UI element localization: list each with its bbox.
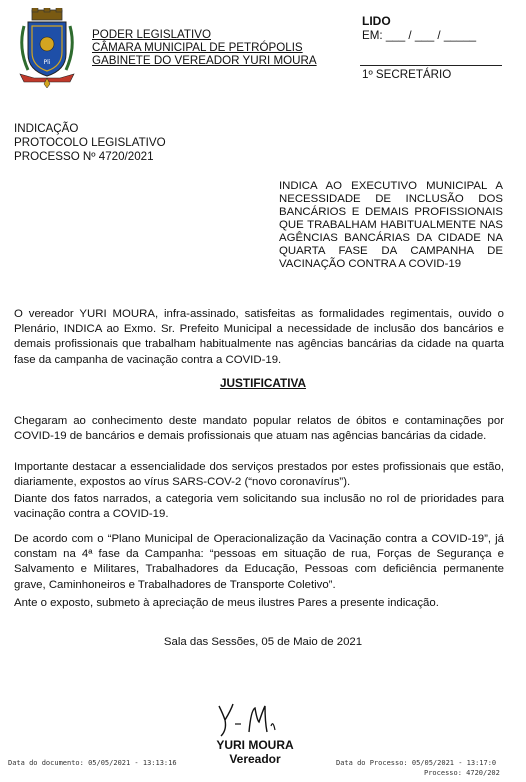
session-date: Sala das Sessões, 05 de Maio de 2021 <box>163 636 363 648</box>
justification-paragraph-5: Ante o exposto, submeto à apreciação de meus ilustres Pares a presente indicação. <box>14 597 439 609</box>
handwritten-signature <box>215 700 285 740</box>
justificativa-heading: JUSTIFICATIVA <box>219 376 307 390</box>
justification-paragraph-3: Diante dos fatos narrados, a categoria vem solicitando sua inclusão no rol de prioridades para vacinação contra a COVID-19. <box>14 493 504 521</box>
secretary-label: 1º SECRETÁRIO <box>362 68 452 81</box>
letterhead <box>92 28 317 67</box>
protocolo-label: PROTOCOLO LEGISLATIVO <box>14 136 166 149</box>
svg-text:Pli: Pli <box>43 59 51 66</box>
signatory-name: YURI MOURA <box>216 738 294 752</box>
letterhead-line-2: CÂMARA MUNICIPAL DE PETRÓPOLIS <box>92 41 303 54</box>
process-number-stamp: Processo: 4720/202 <box>424 769 500 777</box>
lido-label: LIDO <box>362 14 391 28</box>
em-date-field: EM: ___ / ___ / _____ <box>362 29 477 42</box>
indicacao-title: INDICAÇÃO <box>14 122 79 135</box>
signatory <box>200 738 310 766</box>
justification-paragraph-4: De acordo com o “Plano Municipal de Operacionalização da Vacinação contra a COVID-19”, já constam na 4ª fase da Campanha: “pessoas em situação de rua, Forças de Segurança e Salvamento e Militares, Trabalhadores da Educação, Pessoas com deficiência permanente grave, Caminhoneiros e Trabalhadores de Transporte Coletivo”. <box>14 533 504 591</box>
secretary-signature-line <box>360 65 502 66</box>
justification-paragraph-2: Importante destacar a essencialidade dos serviços prestados por estes profissionais que estão, diariamente, expostos ao vírus SARS-COV-2 (“novo coronavírus”). <box>14 461 504 489</box>
indicacao-block <box>14 122 166 164</box>
coat-of-arms-icon <box>16 8 78 88</box>
document-date-stamp: Data do documento: 05/05/2021 - 13:13:16 <box>8 759 177 767</box>
process-date-stamp: Data do Processo: 05/05/2021 - 13:17:0 <box>336 759 497 767</box>
ementa: INDICA AO EXECUTIVO MUNICIPAL A NECESSIDADE DE INCLUSÃO DOS BANCÁRIOS E DEMAIS PROFISSIONAIS QUE TRABALHAM HABITUALMENTE NAS AGÊNCIAS BANCÁRIAS DA CIDADE NA QUARTA FASE DA CAMPANHA DE VACINAÇÃO CONTRA A COVID-19 <box>279 180 503 270</box>
intro-paragraph: O vereador YURI MOURA, infra-assinado, satisfeitas as formalidades regimentais, ouvido o Plenário, INDICA ao Exmo. Sr. Prefeito Municipal a necessidade de inclusão dos bancários e demais profissionais que trabalham habitualmente nas agências bancárias da cidade na quarta fase da campanha de vacinação contra a COVID-19. <box>14 308 504 366</box>
processo-number: PROCESSO Nº 4720/2021 <box>14 150 154 163</box>
letterhead-line-1: PODER LEGISLATIVO <box>92 28 211 41</box>
signatory-role: Vereador <box>229 752 281 766</box>
letterhead-line-3: GABINETE DO VEREADOR YURI MOURA <box>92 54 317 67</box>
justification-paragraph-1: Chegaram ao conhecimento deste mandato popular relatos de óbitos e contaminações por COVID-19 de bancários e demais profissionais que atuam nas agências bancárias da cidade. <box>14 415 504 443</box>
